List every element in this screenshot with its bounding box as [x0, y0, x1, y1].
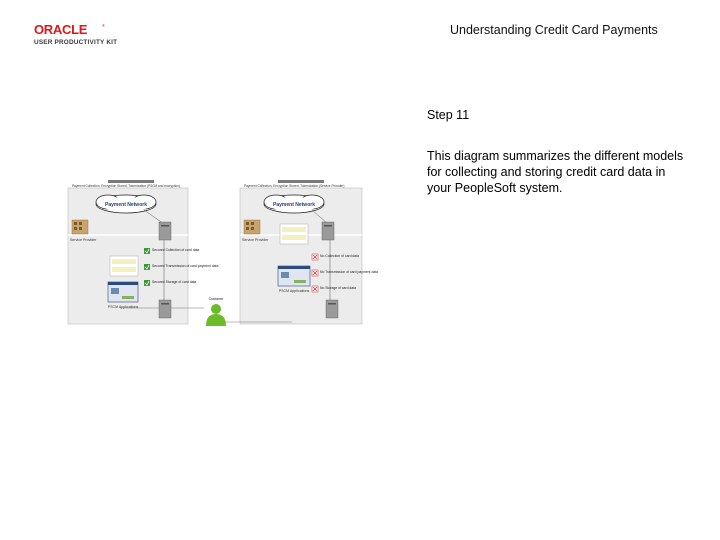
left-cloud-label: Payment Network	[105, 202, 147, 208]
left-app-window-icon	[108, 282, 138, 302]
server-icon	[159, 300, 171, 318]
right-service-provider-label: Service Provider	[242, 238, 269, 242]
oracle-logo-icon	[34, 22, 108, 36]
logo-subtitle: USER PRODUCTIVITY KIT	[34, 39, 118, 46]
step-label: Step 11	[427, 108, 470, 122]
left-item-1: Secured Collection of card data	[152, 248, 200, 252]
check-icon	[144, 264, 150, 270]
left-service-provider-icon	[72, 220, 88, 234]
right-service-provider-icon	[244, 220, 260, 234]
right-card-form-icon	[280, 224, 308, 244]
customer-label: Customer	[208, 297, 224, 301]
right-item-2: No Transmission of card payment data	[320, 270, 379, 274]
check-icon	[144, 248, 150, 254]
right-panel-subtitle-bar	[278, 180, 324, 183]
left-card-form-icon	[110, 256, 138, 276]
page-title: Understanding Credit Card Payments	[450, 23, 658, 37]
right-cloud-label: Payment Network	[273, 202, 315, 208]
customer-person-icon	[206, 304, 226, 326]
right-app-window-icon	[278, 266, 310, 286]
left-item-3: Secured Storage of card data	[152, 280, 197, 284]
server-icon	[326, 300, 338, 318]
svg-text:®: ®	[102, 23, 105, 28]
right-item-1: No Collection of card data	[320, 254, 360, 258]
right-app-label: PSCM Applications	[278, 289, 310, 293]
right-panel-title: Payment Collection, Encryption Stored, Tokenization (Service Provider)	[244, 184, 345, 188]
check-icon	[144, 280, 150, 286]
cross-icon	[312, 286, 318, 292]
left-service-provider-label: Service Provider	[70, 238, 97, 242]
cross-icon	[312, 254, 318, 260]
step-description: This diagram summarizes the different models for collecting and storing credit card data in your PeopleSoft system.	[427, 149, 684, 195]
svg-text:ORACLE: ORACLE	[34, 22, 88, 37]
credit-card-models-diagram	[64, 178, 379, 326]
right-item-3: No Storage of card data	[320, 286, 357, 290]
oracle-upk-logo	[34, 22, 126, 48]
server-icon	[159, 222, 171, 240]
left-item-2: Secured Transmission of card payment data	[152, 264, 219, 268]
server-icon	[322, 222, 334, 240]
left-panel-title: Payment Collection, Encryption Stored, Tokenization (PSCM and encryption)	[72, 184, 181, 188]
left-app-label: PSCM Applications	[107, 305, 139, 309]
left-panel-subtitle-bar	[108, 180, 154, 183]
cross-icon	[312, 270, 318, 276]
